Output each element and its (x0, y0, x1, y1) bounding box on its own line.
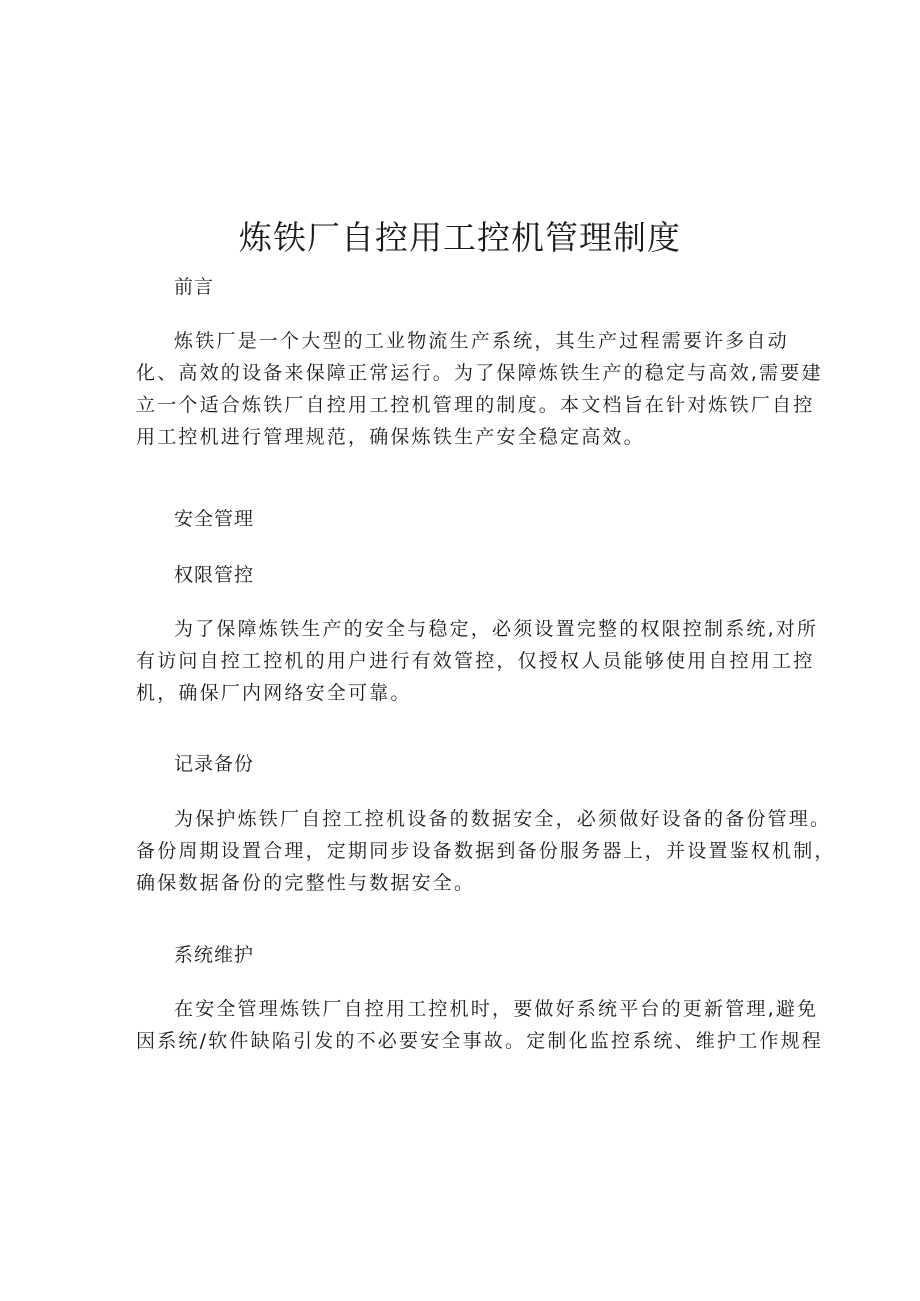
backup-paragraph (136, 803, 836, 899)
backup-line: 确保数据备份的完整性与数据安全。 (136, 872, 476, 894)
preface-line: 化、高效的设备来保障正常运行。为了保障炼铁生产的稳定与高效,需要建 (136, 362, 823, 384)
preface-line: 炼铁厂是一个大型的工业物流生产系统，其生产过程需要许多自动 (174, 330, 789, 352)
backup-line: 为保护炼铁厂自控工控机设备的数据安全，必须做好设备的备份管理。 (174, 808, 832, 830)
preface-paragraph (136, 325, 823, 453)
permission-line: 机，确保厂内网络安全可靠。 (136, 682, 412, 704)
permission-line: 为了保障炼铁生产的安全与稳定，必须设置完整的权限控制系统,对所 (174, 618, 819, 640)
preface-line: 用工控机进行管理规范，确保炼铁生产安全稳定高效。 (136, 426, 645, 448)
backup-line: 备份周期设置合理，定期同步设备数据到备份服务器上，并设置鉴权机制， (136, 840, 836, 862)
maintenance-paragraph (136, 993, 823, 1057)
maintenance-line: 在安全管理炼铁厂自控用工控机时，要做好系统平台的更新管理,避免 (174, 998, 819, 1020)
security-heading: 安全管理 (174, 508, 255, 530)
preface-heading: 前言 (174, 276, 215, 298)
permission-line: 有访问自控工控机的用户进行有效管控，仅授权人员能够使用自控用工控 (136, 650, 815, 672)
preface-line: 立一个适合炼铁厂自控用工控机管理的制度。本文档旨在针对炼铁厂自控 (136, 394, 815, 416)
permission-paragraph (136, 613, 818, 709)
permission-heading: 权限管控 (174, 564, 255, 586)
maintenance-line: 因系统/软件缺陷引发的不必要安全事故。定制化监控系统、维护工作规程 (136, 1030, 824, 1052)
document-title: 炼铁厂自控用工控机管理制度 (239, 218, 681, 257)
maintenance-heading: 系统维护 (174, 944, 255, 966)
backup-heading: 记录备份 (174, 753, 255, 775)
